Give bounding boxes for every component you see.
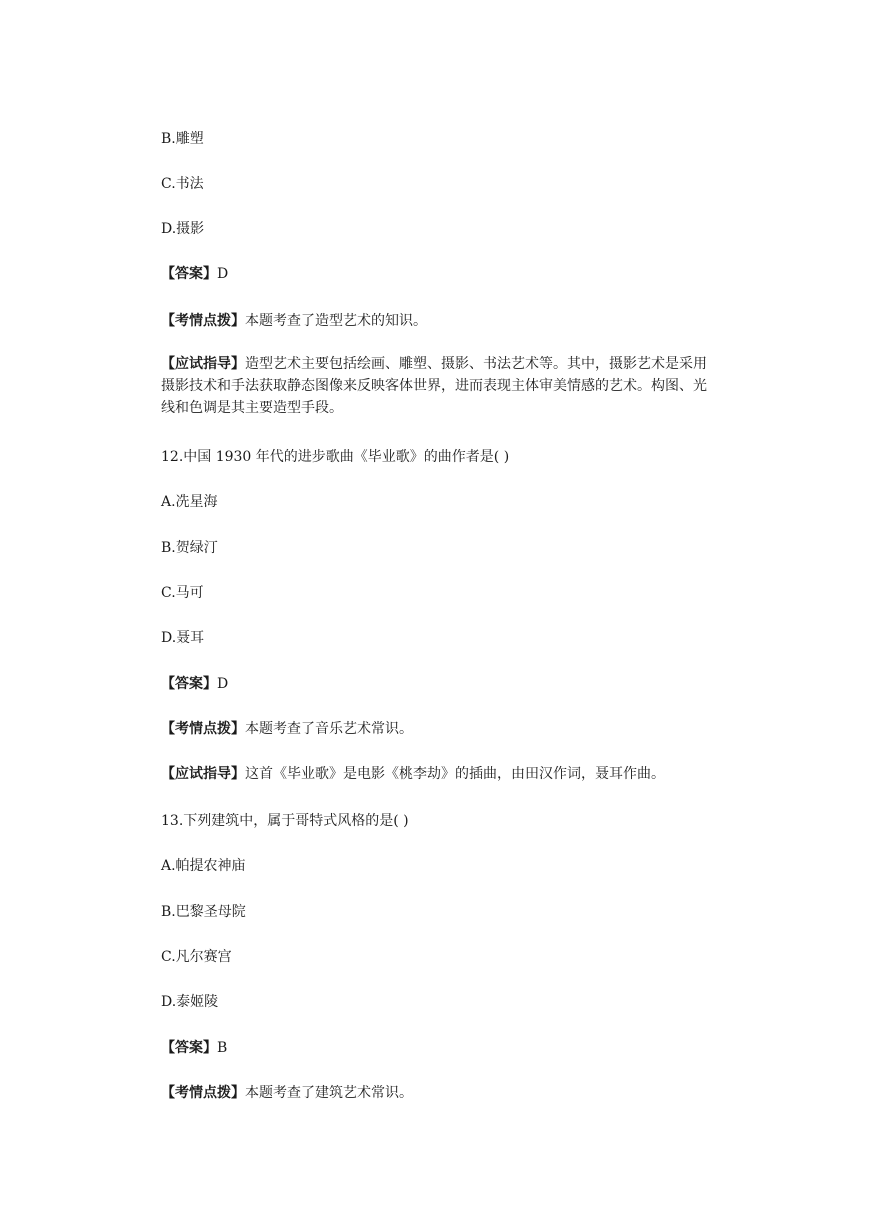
point-tag: 【考情点拨】 <box>161 313 245 329</box>
q11-answer <box>161 264 228 284</box>
q13-option-c: C.凡尔赛宫 <box>161 949 232 965</box>
point-text: 本题考查了建筑艺术常识。 <box>245 1085 413 1101</box>
q12-option-b: B.贺绿汀 <box>161 540 218 556</box>
q12-point <box>161 719 413 739</box>
q12-option-d: D.聂耳 <box>161 630 205 646</box>
q12-option-a: A.冼星海 <box>161 494 218 510</box>
answer-tag: 【答案】 <box>161 1040 217 1056</box>
q11-point <box>161 311 427 331</box>
q13-option-d: D.泰姬陵 <box>161 994 219 1010</box>
answer-value: B <box>217 1040 228 1056</box>
q11-guide <box>161 353 714 419</box>
answer-value: D <box>217 266 229 282</box>
point-text: 本题考查了音乐艺术常识。 <box>245 721 413 737</box>
point-text: 本题考查了造型艺术的知识。 <box>245 313 427 329</box>
q13-answer <box>161 1038 227 1058</box>
answer-tag: 【答案】 <box>161 266 217 282</box>
q13-option-a: A.帕提农神庙 <box>161 858 246 874</box>
q12-question: 12.中国 1930 年代的进步歌曲《毕业歌》的曲作者是( ) <box>161 449 510 465</box>
point-tag: 【考情点拨】 <box>161 721 245 737</box>
guide-text: 造型艺术主要包括绘画、雕塑、摄影、书法艺术等。其中，摄影艺术是采用摄影技术和手法获取静态图像来反映客体世界，进而表现主体审美情感的艺术。构图、光线和色调是其主要造型手段。 <box>161 356 707 416</box>
q11-option-c: C.书法 <box>161 176 204 192</box>
q11-option-b: B.雕塑 <box>161 131 204 147</box>
answer-tag: 【答案】 <box>161 676 217 692</box>
guide-tag: 【应试指导】 <box>161 766 245 782</box>
guide-text: 这首《毕业歌》是电影《桃李劫》的插曲，由田汉作词，聂耳作曲。 <box>245 766 665 782</box>
q13-question: 13.下列建筑中，属于哥特式风格的是( ) <box>161 813 409 829</box>
answer-value: D <box>217 676 229 692</box>
q12-option-c: C.马可 <box>161 585 204 601</box>
q13-option-b: B.巴黎圣母院 <box>161 904 246 920</box>
guide-tag: 【应试指导】 <box>161 356 245 372</box>
point-tag: 【考情点拨】 <box>161 1085 245 1101</box>
q12-guide <box>161 764 665 784</box>
q11-option-d: D.摄影 <box>161 221 205 237</box>
q12-answer <box>161 674 228 694</box>
q13-point <box>161 1083 413 1103</box>
